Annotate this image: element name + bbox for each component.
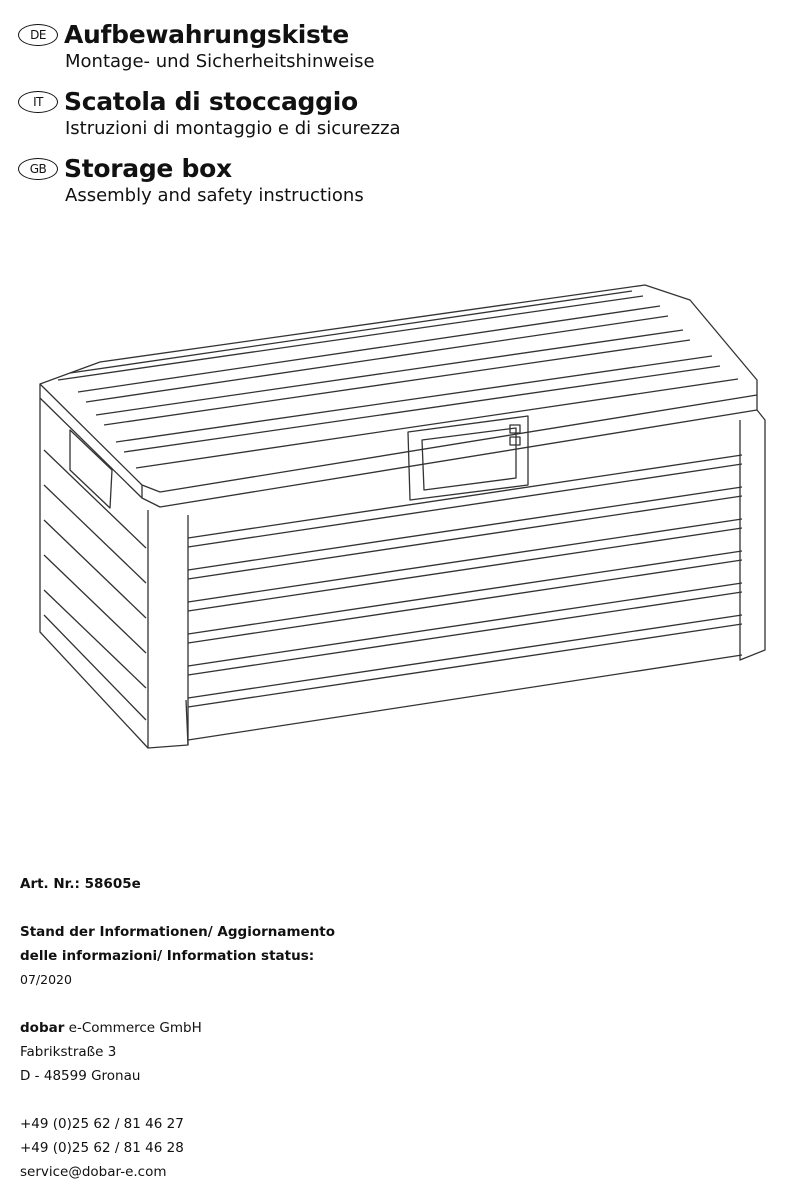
status-label-line1: Stand der Informationen/ Aggiornamento [20, 924, 336, 940]
phone-1: +49 (0)25 62 / 81 46 27 [20, 1116, 184, 1132]
company-suffix: e-Commerce GmbH [64, 1020, 202, 1036]
subtitle: Istruzioni di montaggio e di sicurezza [65, 118, 401, 139]
email: service@dobar-e.com [20, 1164, 167, 1180]
street: Fabrikstraße 3 [20, 1044, 117, 1060]
status-label-line2: delle informazioni/ Information status: [20, 948, 315, 964]
title: Scatola di stoccaggio [64, 87, 358, 116]
language-badge: IT [18, 91, 58, 113]
status-date: 07/2020 [20, 972, 72, 987]
language-badge: DE [18, 24, 58, 46]
subtitle: Assembly and safety instructions [65, 185, 364, 206]
city: D - 48599 Gronau [20, 1068, 141, 1084]
article-number: Art. Nr.: 58605e [20, 876, 141, 892]
company-name [20, 1016, 335, 1040]
phone-2: +49 (0)25 62 / 81 46 28 [20, 1140, 184, 1156]
footer [20, 872, 335, 1184]
company-brand: dobar [20, 1020, 65, 1036]
subtitle: Montage- und Sicherheitshinweise [65, 51, 375, 72]
title: Storage box [64, 154, 232, 183]
title: Aufbewahrungskiste [64, 20, 349, 49]
language-badge: GB [18, 158, 58, 180]
